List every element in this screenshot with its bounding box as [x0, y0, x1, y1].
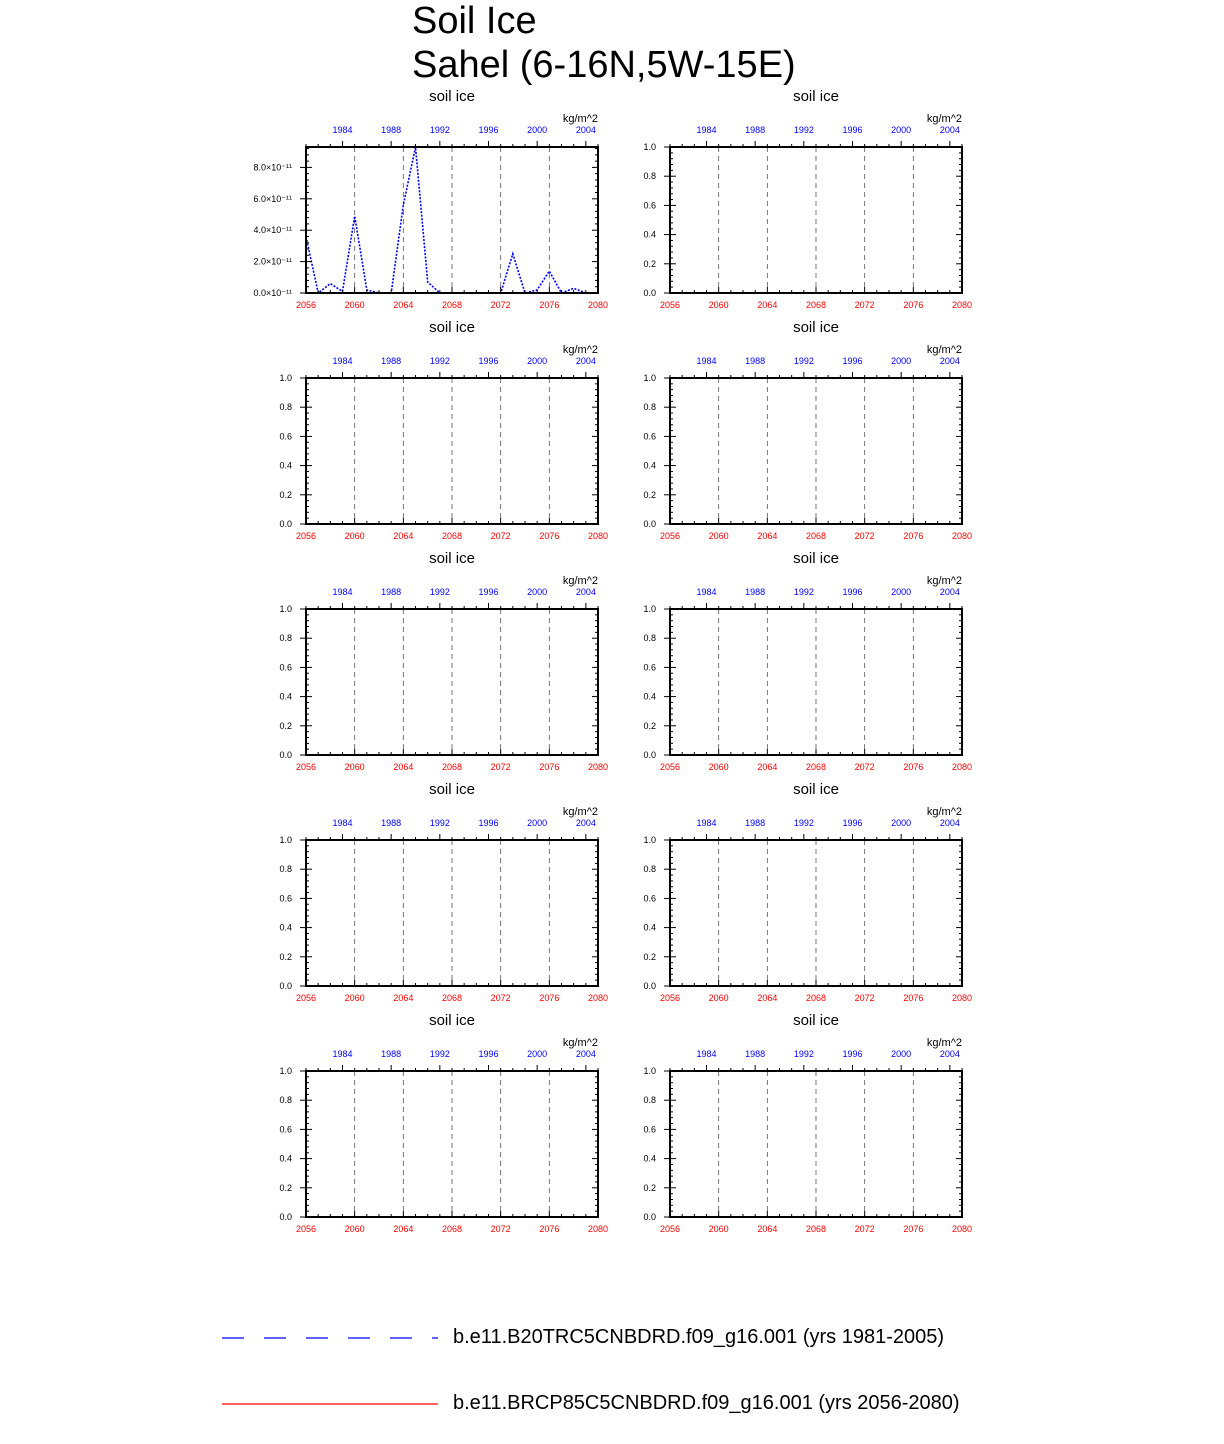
y-tick-label: 2.0×10⁻¹¹ — [253, 256, 292, 267]
x-bottom-tick-label: 2072 — [490, 531, 511, 541]
x-bottom-tick-label: 2076 — [539, 1224, 560, 1234]
units-label: kg/m^2 — [926, 806, 962, 818]
x-top-tick-label: 1992 — [793, 125, 814, 135]
x-bottom-tick-label: 2064 — [757, 993, 778, 1003]
x-top-tick-label: 1996 — [842, 1049, 863, 1059]
x-bottom-tick-label: 2068 — [805, 531, 827, 541]
y-tick-label: 1.0 — [279, 1066, 292, 1076]
chart-panel-9 — [279, 1012, 608, 1234]
y-tick-label: 0.2 — [279, 1182, 292, 1193]
x-bottom-tick-label: 2068 — [441, 300, 463, 310]
y-tick-label: 0.4 — [643, 691, 656, 702]
x-bottom-tick-label: 2064 — [757, 300, 778, 310]
x-bottom-tick-label: 2072 — [854, 993, 875, 1003]
x-bottom-tick-label: 2080 — [951, 762, 973, 772]
x-top-tick-label: 1984 — [332, 125, 353, 135]
x-top-tick-label: 2000 — [891, 1049, 912, 1059]
chart-panel-1 — [253, 88, 608, 310]
x-top-tick-label: 1984 — [332, 356, 353, 366]
x-bottom-tick-label: 2056 — [659, 300, 681, 310]
x-top-tick-label: 2004 — [575, 1049, 596, 1059]
y-tick-label: 1.0 — [643, 142, 656, 152]
y-tick-label: 0.6 — [643, 1124, 656, 1135]
x-bottom-tick-label: 2072 — [490, 1224, 511, 1234]
x-bottom-tick-label: 2068 — [441, 993, 463, 1003]
x-top-tick-label: 2004 — [575, 818, 596, 828]
x-bottom-tick-label: 2080 — [951, 993, 973, 1003]
y-tick-label: 1.0 — [643, 1066, 656, 1076]
legend — [0, 1300, 1224, 1444]
y-tick-label: 0.4 — [643, 922, 656, 933]
chart-panel-4 — [643, 319, 972, 541]
y-tick-label: 0.2 — [643, 951, 656, 962]
x-bottom-tick-label: 2072 — [490, 762, 511, 772]
panel-title: soil ice — [793, 88, 839, 105]
chart-panel-10 — [643, 1012, 972, 1234]
panel-title: soil ice — [429, 781, 475, 798]
x-bottom-tick-label: 2080 — [587, 762, 609, 772]
y-tick-label: 0.4 — [643, 460, 656, 471]
x-top-tick-label: 2000 — [527, 818, 548, 828]
x-top-tick-label: 1984 — [696, 818, 717, 828]
x-bottom-tick-label: 2076 — [903, 762, 924, 772]
panel-title: soil ice — [793, 781, 839, 798]
x-bottom-tick-label: 2076 — [539, 300, 560, 310]
x-bottom-tick-label: 2060 — [708, 300, 729, 310]
x-bottom-tick-label: 2068 — [441, 762, 463, 772]
x-bottom-tick-label: 2080 — [951, 300, 973, 310]
x-bottom-tick-label: 2060 — [708, 1224, 729, 1234]
y-tick-label: 1.0 — [643, 604, 656, 614]
x-bottom-tick-label: 2064 — [393, 762, 414, 772]
panel-title: soil ice — [793, 550, 839, 567]
y-tick-label: 0.8 — [643, 633, 656, 644]
y-tick-label: 0.0 — [643, 750, 656, 760]
x-bottom-tick-label: 2060 — [344, 1224, 365, 1234]
y-tick-label: 0.8 — [279, 864, 292, 875]
y-tick-label: 0.4 — [279, 1153, 292, 1164]
x-bottom-tick-label: 2080 — [951, 531, 973, 541]
x-bottom-tick-label: 2060 — [708, 762, 729, 772]
x-bottom-tick-label: 2076 — [903, 300, 924, 310]
x-top-tick-label: 1992 — [429, 1049, 450, 1059]
y-tick-label: 0.6 — [279, 893, 292, 904]
panel-title: soil ice — [793, 319, 839, 336]
x-bottom-tick-label: 2064 — [757, 762, 778, 772]
chart-panel-3 — [279, 319, 608, 541]
x-top-tick-label: 2000 — [891, 818, 912, 828]
x-bottom-tick-label: 2068 — [805, 1224, 827, 1234]
y-tick-label: 0.2 — [643, 258, 656, 269]
x-top-tick-label: 1996 — [842, 125, 863, 135]
units-label: kg/m^2 — [926, 1037, 962, 1049]
x-bottom-tick-label: 2056 — [295, 762, 317, 772]
chart-panel-6 — [643, 550, 972, 772]
x-top-tick-label: 2004 — [939, 1049, 960, 1059]
x-bottom-tick-label: 2056 — [295, 1224, 317, 1234]
x-bottom-tick-label: 2064 — [393, 993, 414, 1003]
x-bottom-tick-label: 2060 — [344, 993, 365, 1003]
y-tick-label: 0.8 — [643, 1095, 656, 1106]
x-top-tick-label: 1988 — [745, 356, 766, 366]
y-tick-label: 0.6 — [279, 662, 292, 673]
units-label: kg/m^2 — [562, 1037, 598, 1049]
y-tick-label: 0.4 — [643, 229, 656, 240]
x-bottom-tick-label: 2056 — [295, 300, 317, 310]
x-top-tick-label: 1992 — [793, 1049, 814, 1059]
x-bottom-tick-label: 2072 — [854, 300, 875, 310]
x-top-tick-label: 1996 — [842, 587, 863, 597]
x-top-tick-label: 1996 — [478, 356, 499, 366]
x-top-tick-label: 1988 — [745, 1049, 766, 1059]
x-top-tick-label: 2000 — [527, 125, 548, 135]
y-tick-label: 0.2 — [279, 951, 292, 962]
y-tick-label: 0.0 — [279, 1212, 292, 1222]
y-tick-label: 4.0×10⁻¹¹ — [253, 225, 292, 236]
units-label: kg/m^2 — [562, 575, 598, 587]
x-bottom-tick-label: 2080 — [587, 300, 609, 310]
y-tick-label: 0.6 — [279, 431, 292, 442]
x-top-tick-label: 2004 — [575, 356, 596, 366]
x-bottom-tick-label: 2076 — [539, 531, 560, 541]
x-top-tick-label: 1984 — [696, 356, 717, 366]
x-top-tick-label: 1984 — [696, 125, 717, 135]
x-top-tick-label: 1996 — [478, 587, 499, 597]
x-top-tick-label: 1988 — [381, 587, 402, 597]
panel-title: soil ice — [429, 1012, 475, 1029]
y-tick-label: 0.4 — [279, 922, 292, 933]
y-tick-label: 1.0 — [279, 604, 292, 614]
x-bottom-tick-label: 2060 — [708, 993, 729, 1003]
units-label: kg/m^2 — [562, 113, 598, 125]
y-tick-label: 0.6 — [643, 431, 656, 442]
x-top-tick-label: 1988 — [745, 818, 766, 828]
legend-label-future: b.e11.BRCP85C5CNBDRD.f09_g16.001 (yrs 2056-2080) — [453, 1392, 960, 1414]
x-bottom-tick-label: 2064 — [757, 1224, 778, 1234]
y-tick-label: 0.2 — [643, 720, 656, 731]
y-tick-label: 0.0 — [643, 1212, 656, 1222]
x-bottom-tick-label: 2072 — [490, 300, 511, 310]
x-top-tick-label: 2000 — [891, 587, 912, 597]
y-tick-label: 0.6 — [279, 1124, 292, 1135]
x-bottom-tick-label: 2068 — [441, 1224, 463, 1234]
x-bottom-tick-label: 2060 — [344, 762, 365, 772]
x-top-tick-label: 1996 — [478, 125, 499, 135]
x-top-tick-label: 1988 — [745, 125, 766, 135]
x-bottom-tick-label: 2080 — [587, 531, 609, 541]
x-top-tick-label: 1996 — [842, 356, 863, 366]
x-top-tick-label: 1992 — [793, 356, 814, 366]
x-bottom-tick-label: 2056 — [659, 762, 681, 772]
x-bottom-tick-label: 2072 — [490, 993, 511, 1003]
figure-subtitle: Sahel (6-16N,5W-15E) — [412, 44, 796, 86]
units-label: kg/m^2 — [562, 806, 598, 818]
y-tick-label: 0.8 — [643, 402, 656, 413]
y-tick-label: 0.2 — [643, 489, 656, 500]
x-top-tick-label: 1992 — [793, 818, 814, 828]
x-bottom-tick-label: 2080 — [587, 993, 609, 1003]
x-top-tick-label: 2000 — [891, 356, 912, 366]
x-bottom-tick-label: 2060 — [344, 300, 365, 310]
x-bottom-tick-label: 2080 — [587, 1224, 609, 1234]
x-bottom-tick-label: 2068 — [805, 993, 827, 1003]
chart-panel-5 — [279, 550, 608, 772]
x-bottom-tick-label: 2076 — [903, 531, 924, 541]
y-tick-label: 1.0 — [279, 373, 292, 383]
legend-swatches — [0, 1300, 440, 1444]
x-bottom-tick-label: 2060 — [344, 531, 365, 541]
y-tick-label: 0.0 — [279, 981, 292, 991]
x-top-tick-label: 1984 — [332, 1049, 353, 1059]
x-bottom-tick-label: 2056 — [295, 531, 317, 541]
x-top-tick-label: 2004 — [939, 125, 960, 135]
x-top-tick-label: 1984 — [696, 587, 717, 597]
x-bottom-tick-label: 2056 — [659, 531, 681, 541]
x-bottom-tick-label: 2076 — [903, 1224, 924, 1234]
y-tick-label: 0.8 — [279, 1095, 292, 1106]
y-tick-label: 0.0×10⁻¹¹ — [253, 288, 292, 298]
units-label: kg/m^2 — [926, 344, 962, 356]
x-bottom-tick-label: 2064 — [393, 300, 414, 310]
y-tick-label: 0.2 — [643, 1182, 656, 1193]
y-tick-label: 0.0 — [643, 519, 656, 529]
x-top-tick-label: 1992 — [429, 818, 450, 828]
x-top-tick-label: 1988 — [381, 125, 402, 135]
x-top-tick-label: 1984 — [332, 818, 353, 828]
y-tick-label: 1.0 — [643, 373, 656, 383]
x-top-tick-label: 1988 — [381, 356, 402, 366]
x-top-tick-label: 2004 — [939, 587, 960, 597]
x-bottom-tick-label: 2064 — [393, 1224, 414, 1234]
y-tick-label: 0.4 — [643, 1153, 656, 1164]
x-top-tick-label: 1992 — [429, 356, 450, 366]
x-top-tick-label: 2004 — [939, 818, 960, 828]
y-tick-label: 0.8 — [279, 633, 292, 644]
panel-title: soil ice — [429, 88, 475, 105]
x-bottom-tick-label: 2072 — [854, 1224, 875, 1234]
x-bottom-tick-label: 2064 — [393, 531, 414, 541]
units-label: kg/m^2 — [562, 344, 598, 356]
x-bottom-tick-label: 2072 — [854, 531, 875, 541]
x-top-tick-label: 1984 — [696, 1049, 717, 1059]
x-bottom-tick-label: 2068 — [441, 531, 463, 541]
y-tick-label: 8.0×10⁻¹¹ — [253, 162, 292, 173]
x-bottom-tick-label: 2076 — [539, 762, 560, 772]
units-label: kg/m^2 — [926, 113, 962, 125]
x-bottom-tick-label: 2080 — [951, 1224, 973, 1234]
y-tick-label: 0.0 — [643, 981, 656, 991]
x-top-tick-label: 2000 — [527, 587, 548, 597]
x-top-tick-label: 1984 — [332, 587, 353, 597]
x-bottom-tick-label: 2064 — [757, 531, 778, 541]
x-top-tick-label: 1996 — [478, 818, 499, 828]
panel-title: soil ice — [793, 1012, 839, 1029]
y-tick-label: 0.4 — [279, 460, 292, 471]
y-tick-label: 0.0 — [279, 750, 292, 760]
y-tick-label: 0.6 — [643, 200, 656, 211]
y-tick-label: 0.8 — [643, 864, 656, 875]
y-tick-label: 6.0×10⁻¹¹ — [253, 193, 292, 204]
x-top-tick-label: 2004 — [575, 587, 596, 597]
chart-panel-7 — [279, 781, 608, 1003]
x-bottom-tick-label: 2076 — [903, 993, 924, 1003]
x-top-tick-label: 2000 — [527, 356, 548, 366]
y-tick-label: 0.2 — [279, 720, 292, 731]
y-tick-label: 0.0 — [279, 519, 292, 529]
chart-panel-8 — [643, 781, 972, 1003]
y-tick-label: 0.0 — [643, 288, 656, 298]
figure-title: Soil Ice — [412, 0, 537, 42]
x-bottom-tick-label: 2056 — [659, 1224, 681, 1234]
panel-title: soil ice — [429, 319, 475, 336]
x-top-tick-label: 2004 — [939, 356, 960, 366]
y-tick-label: 0.6 — [643, 662, 656, 673]
units-label: kg/m^2 — [926, 575, 962, 587]
y-tick-label: 1.0 — [643, 835, 656, 845]
x-top-tick-label: 2000 — [891, 125, 912, 135]
y-tick-label: 0.8 — [279, 402, 292, 413]
x-bottom-tick-label: 2072 — [854, 762, 875, 772]
x-bottom-tick-label: 2060 — [708, 531, 729, 541]
y-tick-label: 0.4 — [279, 691, 292, 702]
x-top-tick-label: 2004 — [575, 125, 596, 135]
x-top-tick-label: 2000 — [527, 1049, 548, 1059]
chart-panel-2 — [643, 88, 972, 310]
y-tick-label: 1.0 — [279, 835, 292, 845]
x-bottom-tick-label: 2056 — [295, 993, 317, 1003]
legend-label-historical: b.e11.B20TRC5CNBDRD.f09_g16.001 (yrs 1981-2005) — [453, 1326, 945, 1348]
x-top-tick-label: 1992 — [429, 587, 450, 597]
y-tick-label: 0.8 — [643, 171, 656, 182]
x-top-tick-label: 1988 — [381, 818, 402, 828]
x-top-tick-label: 1988 — [745, 587, 766, 597]
x-top-tick-label: 1996 — [478, 1049, 499, 1059]
panel-title: soil ice — [429, 550, 475, 567]
x-top-tick-label: 1996 — [842, 818, 863, 828]
x-top-tick-label: 1992 — [793, 587, 814, 597]
y-tick-label: 0.2 — [279, 489, 292, 500]
x-bottom-tick-label: 2076 — [539, 993, 560, 1003]
x-top-tick-label: 1988 — [381, 1049, 402, 1059]
y-tick-label: 0.6 — [643, 893, 656, 904]
x-bottom-tick-label: 2056 — [659, 993, 681, 1003]
x-top-tick-label: 1992 — [429, 125, 450, 135]
x-bottom-tick-label: 2068 — [805, 762, 827, 772]
x-bottom-tick-label: 2068 — [805, 300, 827, 310]
